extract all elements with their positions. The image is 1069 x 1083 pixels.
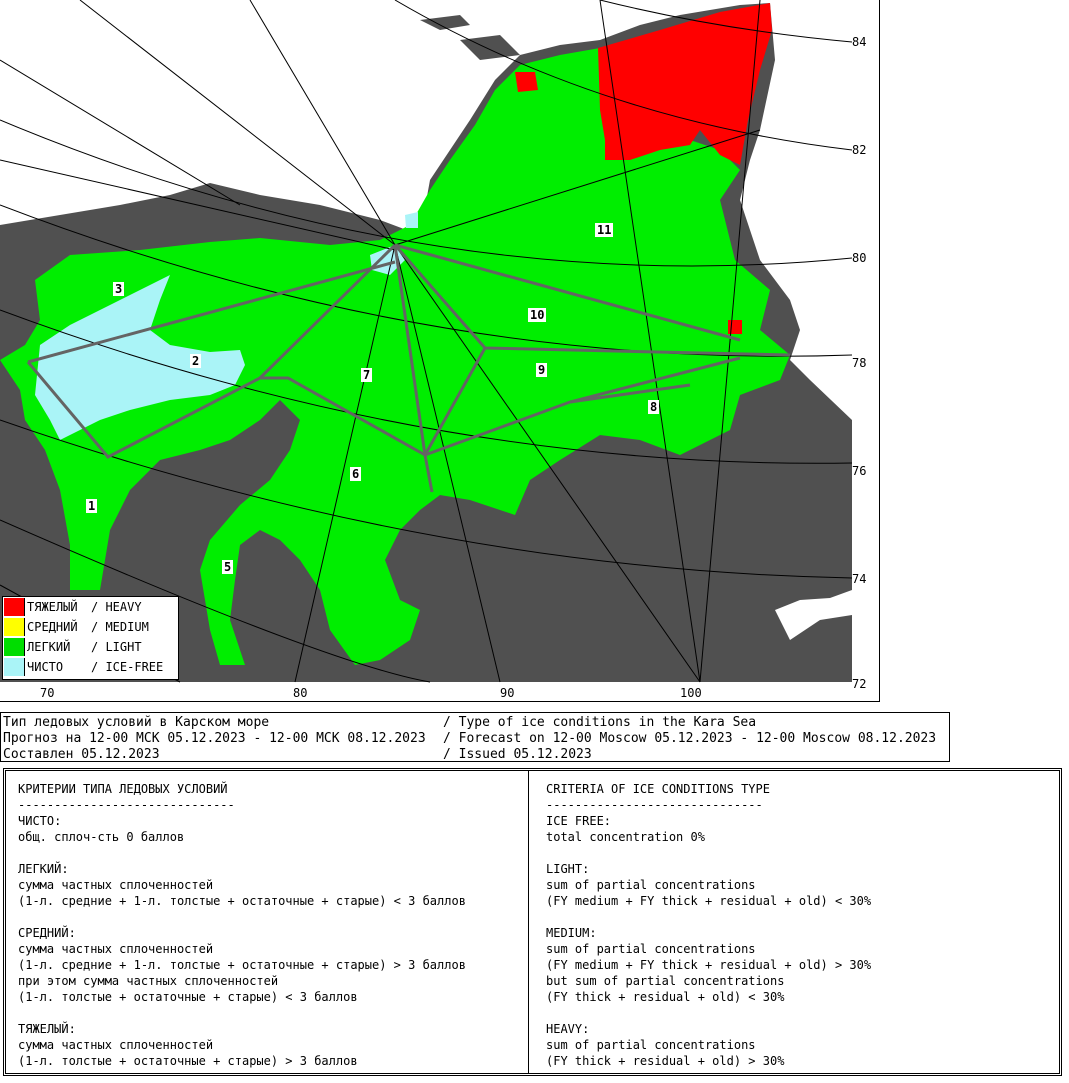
criteria-line: (FY thick + residual + old) < 30% [546, 990, 785, 1004]
criteria-line: ЛЕГКИЙ: [18, 862, 69, 876]
legend-label-ru: СРЕДНИЙ [27, 620, 78, 634]
criteria-line: sum of partial concentrations [546, 878, 756, 892]
criteria-line [18, 845, 466, 861]
region-label: 10 [530, 308, 545, 322]
legend-item-heavy [3, 597, 179, 617]
criteria-line: CRITERIA OF ICE CONDITIONS TYPE [546, 782, 770, 796]
criteria-line: sum of partial concentrations [546, 1038, 756, 1052]
criteria-line: (1-л. средние + 1-л. толстые + остаточные + старые) > 3 баллов [18, 958, 466, 972]
criteria-line: (FY medium + FY thick + residual + old) < 30% [546, 894, 872, 908]
criteria-line: MEDIUM: [546, 926, 597, 940]
legend-swatch [4, 638, 25, 656]
longitude-label: 100 [680, 686, 702, 700]
region-label: 2 [192, 354, 200, 368]
title-en: / Type of ice conditions in the Kara Sea [443, 715, 757, 730]
forecast-period-ru: Прогноз на 12-00 МСК 05.12.2023 - 12-00 МСК 08.12.2023 [3, 731, 426, 746]
criteria-line: общ. сплоч-сть 0 баллов [18, 830, 185, 844]
legend-label-en: / MEDIUM [91, 620, 149, 634]
latitude-label: 76 [852, 464, 867, 478]
legend-label-ru: ЛЕГКИЙ [27, 640, 71, 654]
criteria-line: (1-л. толстые + остаточные + старые) < 3 баллов [18, 990, 358, 1004]
legend-label-en: / ICE-FREE [91, 660, 164, 674]
legend-swatch [4, 658, 25, 676]
criteria-line: СРЕДНИЙ: [18, 926, 76, 940]
latitude-label: 74 [852, 572, 867, 586]
criteria-line: sum of partial concentrations [546, 942, 756, 956]
criteria-line: сумма частных сплоченностей [18, 1038, 214, 1052]
latitude-label: 84 [852, 35, 867, 49]
latitude-label: 82 [852, 143, 867, 157]
longitude-label: 90 [500, 686, 515, 700]
legend-swatch [4, 598, 25, 616]
heavy-ice-patch-1 [515, 72, 538, 92]
criteria-line [18, 909, 466, 925]
criteria-column-ru [18, 781, 466, 1069]
criteria-line [546, 909, 871, 925]
criteria-line: ТЯЖЕЛЫЙ: [18, 1022, 76, 1036]
criteria-line: при этом сумма частных сплоченностей [18, 974, 279, 988]
criteria-line: сумма частных сплоченностей [18, 878, 214, 892]
criteria-line: ------------------------------ [18, 798, 235, 812]
forecast-info-box [0, 712, 950, 762]
region-label: 5 [224, 560, 232, 574]
criteria-line: КРИТЕРИИ ТИПА ЛЕДОВЫХ УСЛОВИЙ [18, 782, 228, 796]
region-label: 11 [597, 223, 612, 237]
longitude-label: 80 [293, 686, 308, 700]
region-label: 3 [115, 282, 123, 296]
latitude-label: 78 [852, 356, 867, 370]
criteria-line: but sum of partial concentrations [546, 974, 785, 988]
region-label: 9 [538, 363, 546, 377]
longitude-label: 70 [40, 686, 55, 700]
latitude-label: 80 [852, 251, 867, 265]
criteria-line: LIGHT: [546, 862, 590, 876]
criteria-line: (FY medium + FY thick + residual + old) > 30% [546, 958, 872, 972]
criteria-line [546, 1005, 871, 1021]
issued-en: / Issued 05.12.2023 [443, 747, 592, 762]
criteria-line: total concentration 0% [546, 830, 705, 844]
criteria-line: (1-л. толстые + остаточные + старые) > 3 баллов [18, 1054, 358, 1068]
forecast-period-en: / Forecast on 12-00 Moscow 05.12.2023 - 12-00 Moscow 08.12.2023 [443, 731, 937, 746]
issued-ru: Составлен 05.12.2023 [3, 747, 160, 762]
criteria-line [546, 845, 871, 861]
region-label: 1 [88, 499, 96, 513]
criteria-column-en [546, 781, 871, 1069]
criteria-line: сумма частных сплоченностей [18, 942, 214, 956]
legend-label-en: / LIGHT [91, 640, 142, 654]
criteria-divider [528, 771, 529, 1073]
legend-item-light [3, 637, 179, 657]
legend-label-ru: ЧИСТО [27, 660, 64, 674]
criteria-box [3, 768, 1062, 1076]
legend-label-en: / HEAVY [91, 600, 142, 614]
region-label: 6 [352, 467, 360, 481]
legend-item-ice-free [3, 657, 179, 677]
region-label: 8 [650, 400, 658, 414]
criteria-line: ЧИСТО: [18, 814, 62, 828]
title-ru: Тип ледовых условий в Карском море [3, 715, 270, 730]
heavy-ice-patch-2 [728, 320, 742, 334]
legend-item-medium [3, 617, 179, 637]
criteria-line: ------------------------------ [546, 798, 763, 812]
criteria-line: (1-л. средние + 1-л. толстые + остаточные + старые) < 3 баллов [18, 894, 466, 908]
criteria-line: ICE FREE: [546, 814, 612, 828]
criteria-line: (FY thick + residual + old) > 30% [546, 1054, 785, 1068]
map-legend [2, 596, 179, 680]
criteria-line [18, 1005, 466, 1021]
legend-label-ru: ТЯЖЕЛЫЙ [27, 600, 78, 614]
latitude-label: 72 [852, 677, 867, 691]
criteria-line: HEAVY: [546, 1022, 590, 1036]
region-label: 7 [363, 368, 371, 382]
legend-swatch [4, 618, 25, 636]
